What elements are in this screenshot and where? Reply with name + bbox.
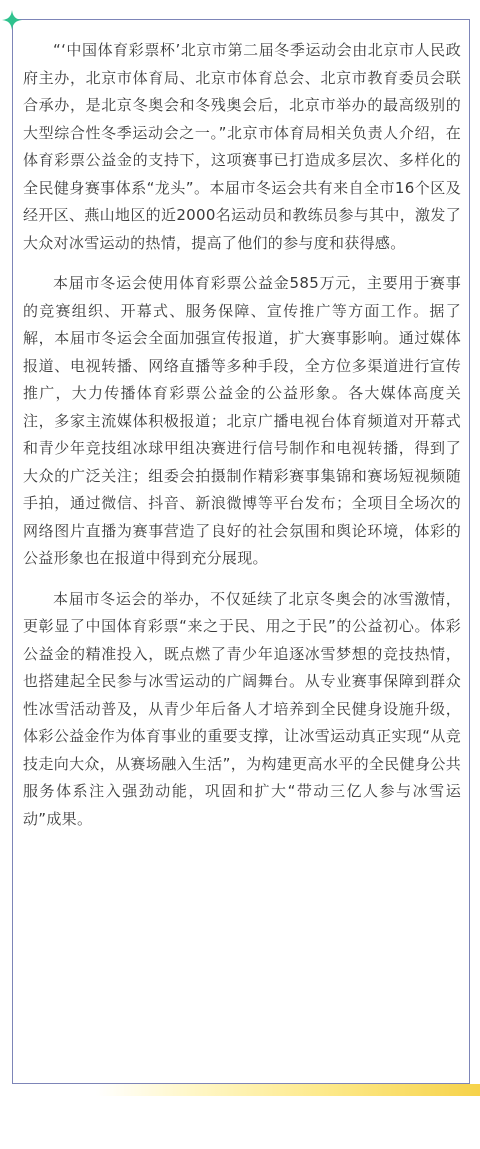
bottom-accent-bar — [96, 1084, 480, 1096]
article-body — [23, 37, 461, 846]
paragraph-intro: “‘中国体育彩票杯’北京市第二届冬季运动会由北京市人民政府主办，北京市体育局、北京市体育总会、北京市教育委员会联合承办，是北京冬奥会和冬残奥会后，北京市举办的最高级别的大型综合性冬季运动会之一。”北京市体育局相关负责人介绍，在体育彩票公益金的支持下，这项赛事已打造成多层次、多样化的全民健身赛事体系“龙头”。本届市冬运会共有来自全市16个区及经开区、燕山地区的近2000名运动员和教练员参与其中，激发了大众对冰雪运动的热情，提高了他们的参与度和获得感。 — [23, 41, 461, 252]
paragraph-conclusion: 本届市冬运会的举办，不仅延续了北京冬奥会的冰雪激情，更彰显了中国体育彩票“来之于民、用之于民”的公益初心。体彩公益金的精准投入，既点燃了青少年追逐冰雪梦想的竞技热情，也搭建起全民参与冰雪运动的广阔舞台。从专业赛事保障到群众性冰雪活动普及，从青少年后备人才培养到全民健身设施升级，体彩公益金作为体育事业的重要支撑，让冰雪运动真正实现“从竞技走向大众，从赛场融入生活”，为构建更高水平的全民健身公共服务体系注入强劲动能，巩固和扩大“带动三亿人参与冰雪运动”成果。 — [23, 589, 461, 828]
four-point-star-icon — [2, 10, 22, 30]
paragraph-funding: 本届市冬运会使用体育彩票公益金585万元，主要用于赛事的竞赛组织、开幕式、服务保障、宣传推广等方面工作。据了解，本届市冬运会全面加强宣传报道，扩大赛事影响。通过媒体报道、电视转播、网络直播等多种手段，全方位多渠道进行宣传推广，大力传播体育彩票公益金的公益形象。各大媒体高度关注，多家主流媒体积极报道；北京广播电视台体育频道对开幕式和青少年竞技组冰球甲组决赛进行信号制作和电视转播，得到了大众的广泛关注；组委会拍摄制作精彩赛事集锦和赛场短视频随手拍，通过微信、抖音、新浪微博等平台发布；全项目全场次的网络图片直播为赛事营造了良好的社会氛围和舆论环境，体彩的公益形象也在报道中得到充分展现。 — [23, 274, 461, 567]
